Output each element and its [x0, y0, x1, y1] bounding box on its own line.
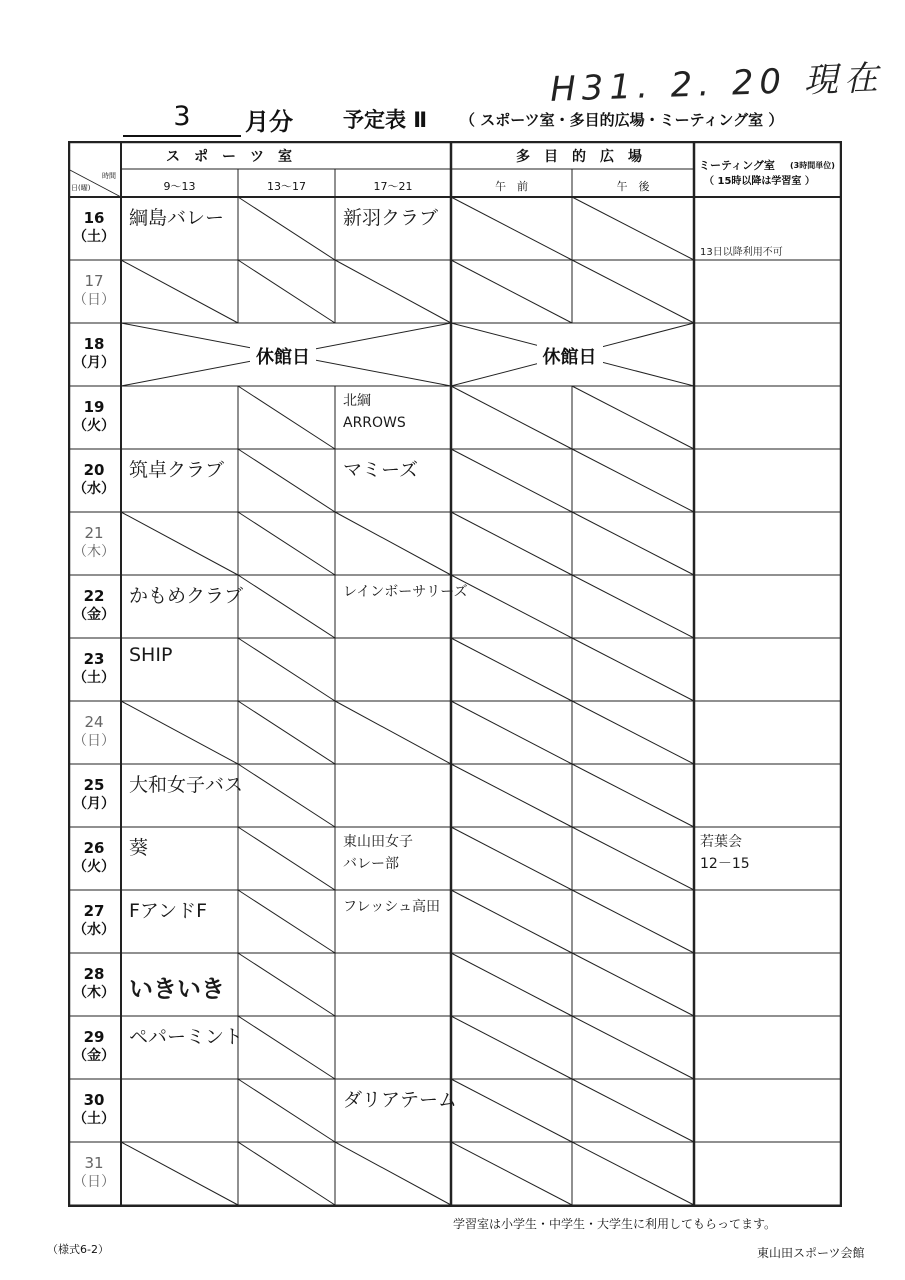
row-weekday: （火） [73, 418, 115, 434]
row-weekday: （月） [73, 796, 115, 812]
row-day-number: 16 [83, 209, 105, 227]
row-day-number: 28 [83, 965, 105, 983]
slot-header-1: 13～17 [267, 180, 306, 193]
slot-header-4: 午 後 [616, 180, 650, 193]
booking-entry: FアンドF [129, 900, 208, 922]
footer-note: 学習室は小学生・中学生・大学生に利用してもらってます。 [453, 1217, 777, 1231]
row-date [68, 839, 120, 877]
slot-header-0: 9～13 [163, 180, 196, 193]
row-day-number: 21 [84, 524, 104, 542]
row-weekday: （水） [73, 481, 115, 497]
table-title: 予定表 Ⅱ [343, 108, 428, 132]
row-day-number: 29 [83, 1028, 105, 1046]
row-day-number: 24 [84, 713, 104, 731]
table-subtitle: （ スポーツ室・多目的広場・ミーティング室 ） [460, 111, 784, 129]
booking-entry: 葵 [129, 837, 149, 859]
row-weekday: （木） [73, 544, 115, 560]
row-date [68, 335, 120, 373]
row-date [68, 776, 120, 814]
row-date [68, 713, 120, 751]
row-date [68, 650, 120, 688]
booking-entry: かもめクラブ [129, 585, 244, 607]
booking-entry: 大和女子バス [129, 774, 244, 796]
row-day-number: 30 [83, 1091, 105, 1109]
row-date [68, 209, 120, 247]
row-day-number: 25 [83, 776, 105, 794]
closed-day-label: 休館日 [250, 343, 316, 369]
row-day-number: 19 [83, 398, 105, 416]
row-weekday: （金） [73, 1048, 115, 1064]
row-weekday: （月） [73, 355, 115, 371]
booking-entry: レインボーサリーズ [343, 584, 468, 600]
title-row [123, 100, 823, 140]
meeting-room-unit: (3時間単位) [790, 161, 835, 170]
row-day-number: 20 [83, 461, 105, 479]
corner-day-label: 日(曜) [71, 184, 91, 192]
row-weekday: （土） [73, 1111, 115, 1127]
row-day-number: 18 [83, 335, 105, 353]
booking-entry: SHIP [129, 644, 173, 666]
row-date [68, 461, 120, 499]
facility-name: 東山田スポーツ会館 [757, 1246, 865, 1260]
booking-entry: 東山田女子 バレー部 [343, 834, 413, 872]
row-date [68, 965, 120, 1003]
booking-entry: マミーズ [343, 459, 419, 481]
slot-header-2: 17～21 [373, 180, 413, 193]
booking-entry: 13日以降利用不可 [700, 247, 783, 258]
schedule-table [68, 141, 842, 1207]
row-day-number: 26 [83, 839, 105, 857]
booking-entry: ペパーミント [129, 1026, 244, 1048]
row-day-number: 17 [84, 272, 104, 290]
row-weekday: （土） [73, 670, 115, 686]
row-weekday: （日） [73, 1174, 115, 1190]
row-date [68, 1154, 120, 1192]
row-weekday: （日） [73, 292, 115, 308]
meeting-room-header: ミーティング室 [699, 159, 775, 172]
row-weekday: （土） [73, 229, 115, 245]
booking-entry: 新羽クラブ [343, 207, 439, 229]
booking-entry: 筑卓クラブ [129, 459, 225, 481]
slot-header-3: 午 前 [495, 180, 528, 193]
booking-entry: 北綱 ARROWS [343, 393, 406, 431]
booking-entry: 若葉会 12－15 [700, 834, 750, 872]
row-day-number: 31 [84, 1154, 104, 1172]
row-date [68, 587, 120, 625]
meeting-room-note: （ 15時以降は学習室 ） [704, 176, 815, 187]
row-weekday: （木） [73, 985, 115, 1001]
plaza-header: 多 目 的 広 場 [516, 149, 642, 165]
row-date [68, 398, 120, 436]
corner-time-label: 時間 [102, 172, 116, 180]
booking-entry: ダリアテーム [343, 1089, 458, 1111]
month-suffix: 月分 [245, 108, 293, 136]
row-weekday: （日） [73, 733, 115, 749]
row-day-number: 23 [83, 650, 105, 668]
date-stamp: H31. 2. 20 現在 [549, 58, 885, 110]
closed-day-label: 休館日 [537, 343, 603, 369]
row-day-number: 22 [83, 587, 105, 605]
row-date [68, 1091, 120, 1129]
row-date [68, 272, 120, 310]
row-weekday: （金） [73, 607, 115, 623]
booking-entry: 綱島バレー [129, 207, 225, 229]
month-number: 3 [123, 100, 241, 137]
row-weekday: （水） [73, 922, 115, 938]
sports-room-header: ス ポ ー ツ 室 [166, 149, 292, 165]
booking-entry: フレッシュ高田 [343, 899, 441, 915]
row-date [68, 524, 120, 562]
booking-entry: いきいき [129, 975, 225, 1003]
row-date [68, 902, 120, 940]
row-weekday: （火） [73, 859, 115, 875]
row-day-number: 27 [83, 902, 105, 920]
form-number: （様式6-2） [47, 1243, 109, 1256]
row-date [68, 1028, 120, 1066]
